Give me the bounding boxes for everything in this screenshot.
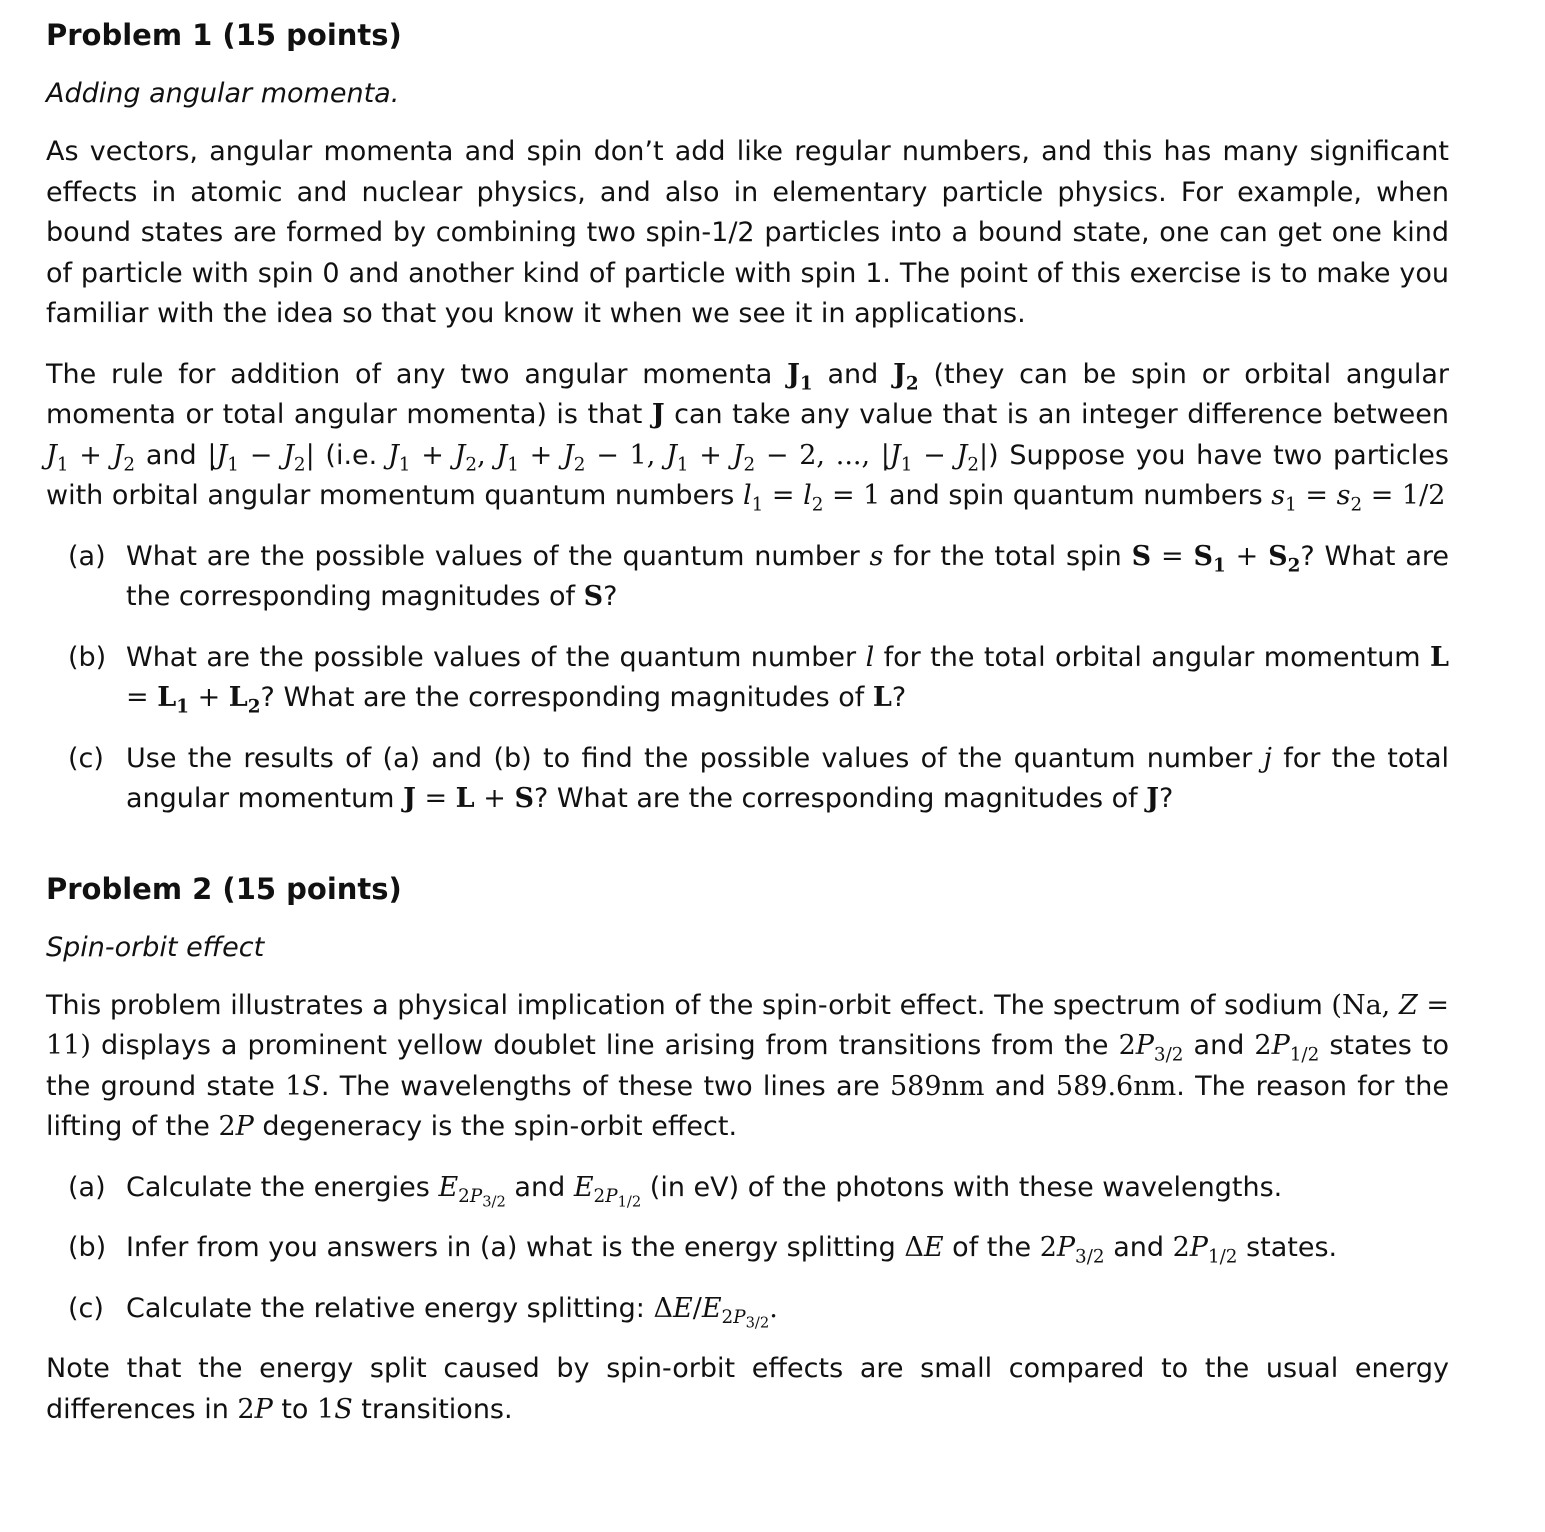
- part-label: (c): [68, 742, 104, 774]
- problem1-intro-paragraph: As vectors, angular momenta and spin don’t add like regular numbers, and this has many significant effects in atomic and nuclear physics, and also in elementary particle physics. For example, when bound states are formed by combining two spin-1/2 particles into a bound state, one can get one kind of particle with spin 0 and another kind of particle with spin 1. The point of this exercise is to make you familiar with the idea so that you know it when we see it in applications.: [46, 136, 1449, 329]
- problem2-subtitle: Spin-orbit effect: [46, 931, 265, 963]
- problem2-part-a: (a) Calculate the energies $E_{2P_{3/2}}$ and $E_{2P_{1/2}}$ (in eV) of the photons with these wavelengths.: [46, 1168, 1449, 1209]
- part-label: (a): [68, 1171, 106, 1203]
- problem2-intro-paragraph: This problem illustrates a physical implication of the spin-orbit effect. The spectrum of sodium (Na, Z = 11) displays a prominent yellow doublet line arising from transitions from the $2P_{3/2}$ and $2P_{1/2}$ states to the ground state 1S. The wavelengths of these two lines are 589nm and 589.6nm. The reason for the lifting of the 2P degeneracy is the spin-orbit effect.: [46, 989, 1449, 1142]
- problem2-part-c: (c) Calculate the relative energy splitting: $\Delta E/E_{2P_{3/2}}$.: [46, 1289, 1449, 1330]
- part-label: (b): [68, 641, 107, 673]
- problem1-rule-paragraph: The rule for addition of any two angular momenta $J_1$ and $J_2$ (they can be spin or orbital angular momenta or total angular momenta) is that J can take any value that is an integer difference between $J_1 + J_2$ and $|J_1 - J_2|$ (i.e. $J_1 + J_2$, $J_1 + J_2 - 1$, $J_1 + J_2 - 2$, ..., $|J_1 - J_2|$) Suppose you have two particles with orbital angular momentum quantum numbers $l_1 = l_2 = 1$ and spin quantum numbers $s_1 = s_2 = 1/2$: [46, 358, 1449, 516]
- problem1-part-c: (c) Use the results of (a) and (b) to find the possible values of the quantum number j for the total angular momentum J = L + S? What are the corresponding magnitudes of J?: [46, 739, 1449, 820]
- part-label: (c): [68, 1292, 104, 1324]
- part-label: (b): [68, 1232, 107, 1263]
- problem1-part-a: (a) What are the possible values of the quantum number s for the total spin $S = S_1 + S_2$? What are the corresponding magnitudes of S?: [46, 537, 1449, 618]
- problem2-part-b: (b) Infer from you answers in (a) what is the energy splitting ΔE of the $2P_{3/2}$ and $2P_{1/2}$ states.: [46, 1228, 1449, 1269]
- problem1-heading: Problem 1 (15 points): [46, 18, 402, 52]
- problem1-part-b: (b) What are the possible values of the quantum number l for the total orbital angular momentum $L = L_1 + L_2$? What are the corresponding magnitudes of L?: [46, 638, 1449, 719]
- problem2-note-paragraph: Note that the energy split caused by spin-orbit effects are small compared to the usual energy differences in 2P to 1S transitions.: [46, 1353, 1449, 1425]
- problem1-subtitle: Adding angular momenta.: [46, 78, 400, 109]
- document-page: [46, 14, 1449, 1430]
- part-label: (a): [68, 540, 106, 572]
- problem2-heading: Problem 2 (15 points): [46, 871, 402, 906]
